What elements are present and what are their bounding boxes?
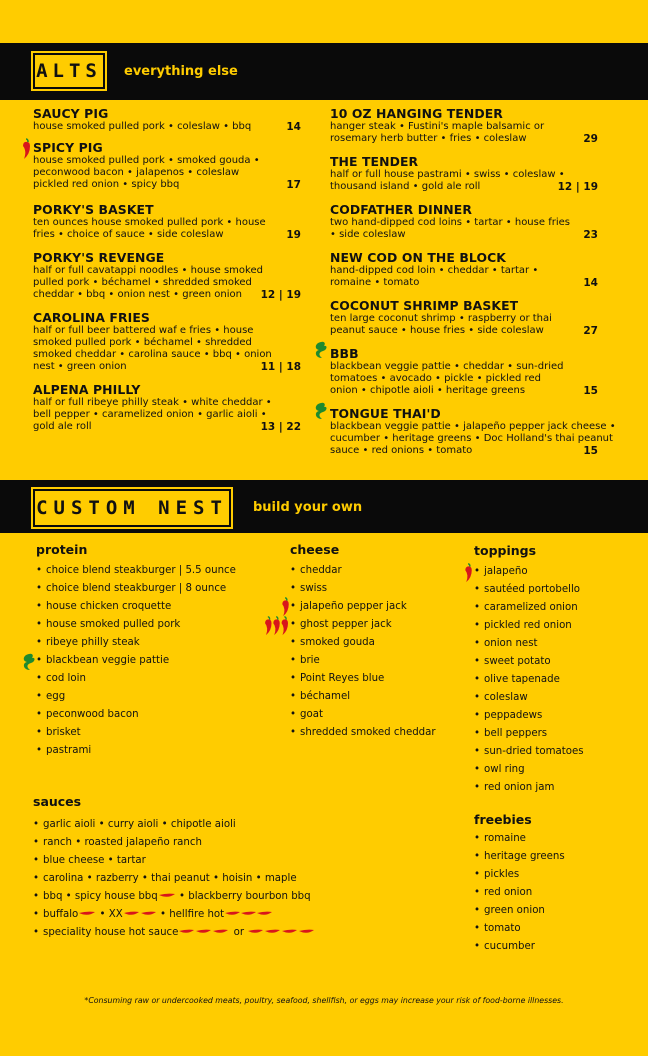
item-desc: ten large coconut shrimp • raspberry or thai peanut sauce • house fries • side coleslaw: [330, 313, 552, 336]
freebies-list: [474, 830, 565, 956]
item-desc: house smoked pulled pork • coleslaw • bbq: [33, 121, 252, 132]
item-desc: half or full house pastrami • swiss • coleslaw • thousand island • gold ale roll: [330, 169, 565, 192]
quadruple-chili-pepper-icon: [247, 928, 315, 936]
protein-title: protein: [36, 542, 88, 557]
list-item: • blue cheese • tartar: [33, 855, 146, 866]
menu-item-codfather-dinner: [330, 203, 598, 241]
list-item: • olive tapenade: [474, 674, 560, 685]
item-title: PORKY'S BASKET: [33, 202, 154, 217]
toppings-list: [474, 563, 584, 797]
list-item: • egg: [36, 691, 66, 702]
item-price: 12 | 19: [260, 289, 301, 301]
list-item: • choice blend steakburger | 8 ounce: [36, 583, 227, 594]
item-title: BBB: [330, 346, 359, 361]
list-item: • sweet potato: [474, 656, 551, 667]
vegetarian-leaf-icon: [312, 401, 330, 421]
list-item: • Point Reyes blue: [290, 673, 385, 684]
menu-item-carolina-fries: [33, 311, 301, 373]
item-desc: blackbean veggie pattie • cheddar • sun-dried tomatoes • avocado • pickle • pickled red onion • chipotle aioli • heritage greens: [330, 361, 564, 396]
alts-tag: ALTS: [33, 53, 105, 89]
list-item: • peppadews: [474, 710, 543, 721]
footer-disclaimer: *Consuming raw or undercooked meats, poultry, seafood, shellfish, or eggs may increase your risk of food-borne illnesses.: [84, 996, 564, 1005]
item-title: SPICY PIG: [33, 140, 103, 155]
item-title: NEW COD ON THE BLOCK: [330, 250, 506, 265]
list-item: • jalapeño pepper jack: [290, 601, 407, 612]
item-price: 27: [583, 325, 598, 337]
list-item: • sautéed portobello: [474, 584, 581, 595]
menu-item-tongue-thaid: [330, 407, 630, 457]
item-price: 14: [583, 277, 598, 289]
list-item: • choice blend steakburger | 5.5 ounce: [36, 565, 236, 576]
list-item: • peconwood bacon: [36, 709, 139, 720]
menu-item-saucy-pig: [33, 107, 301, 133]
vegetarian-leaf-icon: [20, 652, 38, 672]
list-item: • buffalo • XX • hellfire hot: [33, 906, 315, 924]
item-price: 23: [583, 229, 598, 241]
item-desc: ten ounces house smoked pulled pork • house fries • choice of sauce • side coleslaw: [33, 217, 266, 240]
item-title: PORKY'S REVENGE: [33, 250, 165, 265]
list-item: • shredded smoked cheddar: [290, 727, 436, 738]
menu-item-alpena-philly: [33, 383, 301, 433]
list-item: • jalapeño: [474, 566, 528, 577]
list-item: • sun-dried tomatoes: [474, 746, 584, 757]
double-chili-pepper-icon: [123, 910, 157, 918]
list-item: • green onion: [474, 905, 545, 916]
item-title: CAROLINA FRIES: [33, 310, 150, 325]
item-price: 29: [583, 133, 598, 145]
triple-chili-pepper-icon: [178, 928, 230, 936]
list-item: • pickled red onion: [474, 620, 572, 631]
sauces-title: sauces: [33, 794, 82, 809]
list-item: • brisket: [36, 727, 81, 738]
triple-chili-pepper-icon: [224, 910, 274, 918]
list-item: • goat: [290, 709, 323, 720]
list-item: • coleslaw: [474, 692, 528, 703]
sauces-list: [33, 816, 315, 942]
item-title: ALPENA PHILLY: [33, 382, 141, 397]
item-title: SAUCY PIG: [33, 106, 109, 121]
item-title: TONGUE THAI'D: [330, 406, 441, 421]
item-price: 15: [583, 385, 598, 397]
custom-nest-subtitle: build your own: [253, 500, 363, 515]
menu-item-spicy-pig: [33, 141, 301, 191]
list-item: • garlic aioli • curry aioli • chipotle aioli: [33, 819, 236, 830]
list-item: • red onion: [474, 887, 533, 898]
triple-chili-pepper-icon: [262, 615, 292, 637]
list-item: • house chicken croquette: [36, 601, 172, 612]
vegetarian-leaf-icon: [312, 340, 330, 360]
cheese-title: cheese: [290, 542, 340, 557]
protein-list: [36, 562, 236, 760]
list-item: • cucumber: [474, 941, 535, 952]
item-title: 10 OZ HANGING TENDER: [330, 106, 503, 121]
item-desc: two hand-dipped cod loins • tartar • house fries • side coleslaw: [330, 217, 570, 240]
list-item: • swiss: [290, 583, 328, 594]
item-desc: house smoked pulled pork • smoked gouda • peconwood bacon • jalapenos • coleslaw pickled red onion • spicy bbq: [33, 155, 260, 190]
list-item: • red onion jam: [474, 782, 555, 793]
item-price: 19: [286, 229, 301, 241]
item-title: THE TENDER: [330, 154, 419, 169]
list-item: • owl ring: [474, 764, 525, 775]
list-item: • pickles: [474, 869, 520, 880]
menu-item-new-cod: [330, 251, 598, 289]
item-desc: half or full cavatappi noodles • house smoked pulled pork • béchamel • shredded smoked cheddar • bbq • onion nest • green onion: [33, 265, 263, 300]
alts-subtitle: everything else: [124, 64, 238, 79]
list-item: • bbq • spicy house bbq • blackberry bourbon bbq: [33, 891, 311, 902]
list-item: • ghost pepper jack: [290, 619, 392, 630]
list-item: • romaine: [474, 833, 526, 844]
item-title: CODFATHER DINNER: [330, 202, 472, 217]
list-item: • bell peppers: [474, 728, 548, 739]
item-price: 14: [286, 121, 301, 133]
list-item: • caramelized onion: [474, 602, 578, 613]
list-item: • blackbean veggie pattie: [36, 655, 170, 666]
list-item: • onion nest: [474, 638, 538, 649]
list-item: • cod loin: [36, 673, 86, 684]
list-item: • ranch • roasted jalapeño ranch: [33, 837, 202, 848]
list-item: • béchamel: [290, 691, 351, 702]
menu-item-hanging-tender: [330, 107, 598, 145]
item-price: 13 | 22: [260, 421, 301, 433]
list-item: • tomato: [474, 923, 521, 934]
chili-pepper-icon: [78, 910, 96, 918]
list-item: • pastrami: [36, 745, 92, 756]
list-item: • speciality house hot sauce or: [33, 924, 315, 942]
item-title: COCONUT SHRIMP BASKET: [330, 298, 519, 313]
item-desc: half or full ribeye philly steak • white cheddar • bell pepper • caramelized onion • garlic aioli • gold ale roll: [33, 397, 272, 432]
freebies-title: freebies: [474, 812, 532, 827]
list-item: • smoked gouda: [290, 637, 375, 648]
menu-item-porkys-revenge: [33, 251, 301, 301]
cheese-list: [290, 562, 436, 742]
custom-nest-tag: CUSTOM NEST: [33, 489, 231, 527]
chili-pepper-icon: [21, 137, 33, 161]
item-price: 17: [286, 179, 301, 191]
item-desc: half or full beer battered waf e fries • house smoked pulled pork • béchamel • shredded smoked cheddar • carolina sauce • bbq • onion nest • green onion: [33, 325, 272, 372]
list-item: • cheddar: [290, 565, 342, 576]
menu-item-coconut-shrimp: [330, 299, 598, 337]
item-price: 15: [583, 445, 598, 457]
list-item: • ribeye philly steak: [36, 637, 140, 648]
item-price: 12 | 19: [557, 181, 598, 193]
item-price: 11 | 18: [260, 361, 301, 373]
item-desc: hand-dipped cod loin • cheddar • tartar • romaine • tomato: [330, 265, 539, 288]
menu-item-the-tender: [330, 155, 598, 193]
list-item: • brie: [290, 655, 320, 666]
chili-pepper-icon: [463, 562, 475, 584]
toppings-title: toppings: [474, 543, 537, 558]
list-item: • carolina • razberry • thai peanut • hoisin • maple: [33, 873, 297, 884]
list-item: • heritage greens: [474, 851, 565, 862]
item-desc: blackbean veggie pattie • jalapeño pepper jack cheese • cucumber • heritage greens • Doc Holland's thai peanut sauce • red onions • tomato: [330, 421, 616, 456]
menu-item-bbb: [330, 347, 598, 397]
menu-item-porkys-basket: [33, 203, 301, 241]
list-item: • house smoked pulled pork: [36, 619, 181, 630]
item-desc: hanger steak • Fustini's maple balsamic or rosemary herb butter • fries • coleslaw: [330, 121, 545, 144]
chili-pepper-icon: [158, 892, 176, 900]
